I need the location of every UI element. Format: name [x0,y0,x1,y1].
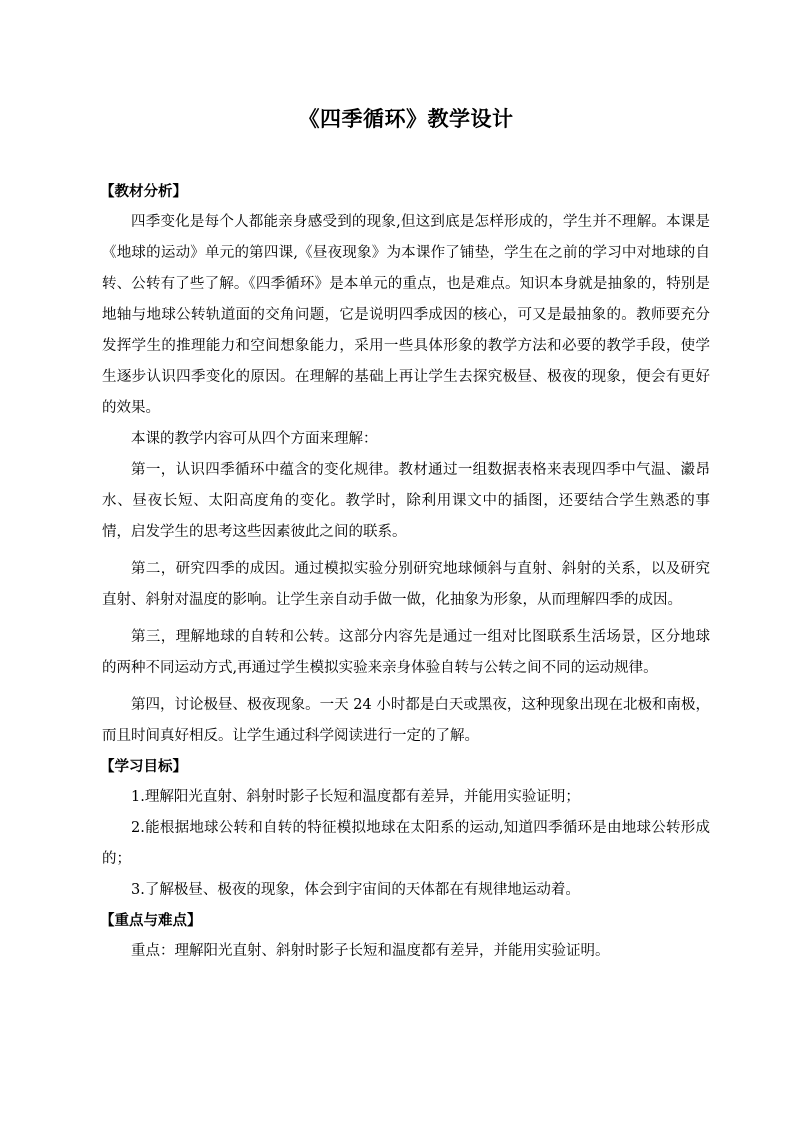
document-body [102,177,710,967]
paragraph-materials-intro: 四季变化是每个人都能亲身感受到的现象,但这到底是怎样形成的，学生并不理解。本课是《地球的运动》单元的第四课,《昼夜现象》为本课作了铺垫，学生在之前的学习中对地球的自转、公转有了些了解。《四季循环》是本单元的重点，也是难点。知识本身就是抽象的，特别是地轴与地球公转轨道面的交角问题，它是说明四季成因的核心，可又是最抽象的。教师要充分发挥学生的推理能力和空间想象能力，采用一些具体形象的教学方法和必要的教学手段，使学生逐步认识四季变化的原因。在理解的基础上再让学生去探究极昼、极夜的现象，便会有更好的效果。 [102,214,710,416]
objective-item-3: 3.了解极昼、极夜的现象，体会到宇宙间的天体都在有规律地运动着。 [131,882,580,898]
section-heading-materials: 【教材分析】 [100,183,187,200]
paragraph-content-overview: 本课的教学内容可从四个方面来理解： [131,431,378,447]
paragraph-aspect-3: 第三，理解地球的自转和公转。这部分内容先是通过一组对比图联系生活场景，区分地球的两种不同运动方式,再通过学生模拟实验来亲身体验自转与公转之间不同的运动规律。 [102,629,710,676]
objective-item-1: 1.理解阳光直射、斜射时影子长短和温度都有差异，并能用实验证明； [131,789,580,805]
paragraph-aspect-1: 第一，认识四季循环中蕴含的变化规律。教材通过一组数据表格来表现四季中气温、瀫昂水、昼夜长短、太阳高度角的变化。教学时，除利用课文中的插图，还要结合学生熟悉的事情，启发学生的思考这些因素彼此之间的联系。 [102,462,710,540]
paragraph-aspect-4: 第四，讨论极昼、极夜现象。一天 24 小时都是白天或黑夜，这种现象出现在北极和南极，而且时间真好相反。让学生通过科学阅读进行一定的了解。 [102,697,710,744]
document-title: 《四季循环》教学设计 [298,106,514,131]
section-heading-keypoints: 【重点与难点】 [100,912,202,929]
section-heading-objectives: 【学习目标】 [100,758,187,775]
paragraph-aspect-2: 第二，研究四季的成因。通过模拟实验分别研究地球倾斜与直射、斜射的关系，以及研究直射、斜射对温度的影响。让学生亲自动手做一做，化抽象为形象，从而理解四季的成因。 [102,561,710,608]
paragraph-keypoint: 重点：理解阳光直射、斜射时影子长短和温度都有差异，并能用实验证明。 [131,943,610,959]
objective-item-2: 2.能根据地球公转和自转的特征模拟地球在太阳系的运动,知道四季循环是由地球公转形成的； [102,820,710,867]
